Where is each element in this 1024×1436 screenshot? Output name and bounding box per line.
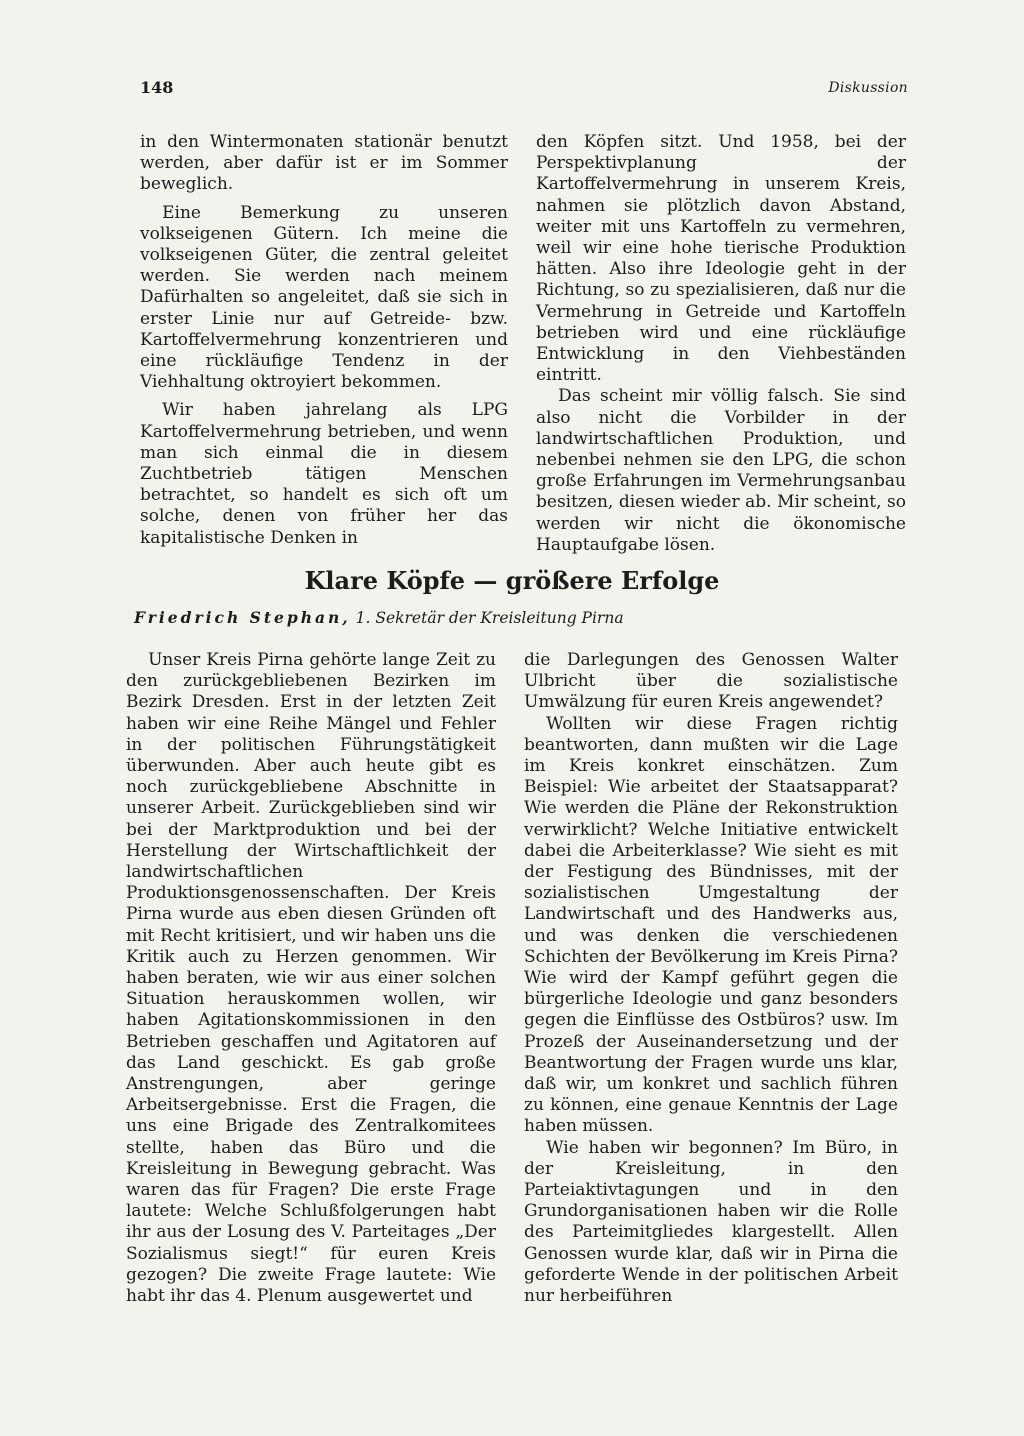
byline (134, 608, 894, 627)
top-right-column (536, 132, 906, 556)
paragraph: Wie haben wir begonnen? Im Büro, in der Kreisleitung, in den Parteiaktivtagungen und in den Grundorganisationen haben wir die Rolle des Parteimitgliedes klargestellt. Allen Genossen wurde klar, daß wir in Pirna die geforderte Wende in der politischen Arbeit nur herbeiführen (524, 1137, 898, 1307)
paragraph: die Darlegungen des Genossen Walter Ulbricht über die sozialistische Umwälzung für euren Kreis angewendet? (524, 650, 898, 713)
bottom-right-column (524, 650, 898, 1307)
paragraph: Unser Kreis Pirna gehörte lange Zeit zu den zurückgebliebenen Bezirken im Bezirk Dresden. Erst in der letzten Zeit haben wir eine Reihe Mängel und Fehler in der politischen Führungstätigkeit überwunden. Aber auch heute gibt es noch zurückgebliebene Abschnitte in unserer Arbeit. Zurückgeblieben sind wir bei der Marktproduktion und bei der Herstellung der Wirtschaftlichkeit der landwirtschaftlichen Produktionsgenossenschaften. Der Kreis Pirna wurde aus eben diesen Gründen oft mit Recht kritisiert, und wir haben uns die Kritik auch zu Herzen genommen. Wir haben beraten, wie wir aus einer solchen Situation herauskommen wollen, wir haben Agitationskommissionen in den Betrieben geschaffen und Agitatoren auf das Land geschickt. Es gab große Anstrengungen, aber geringe Arbeitsergebnisse. Erst die Fragen, die uns eine Brigade des Zentralkomitees stellte, haben das Büro und die Kreisleitung in Bewegung gebracht. Was waren das für Fragen? Die erste Frage lautete: Welche Schlußfolgerungen habt ihr aus der Losung des V. Parteitages „Der Sozialismus siegt!“ für euren Kreis gezogen? Die zweite Frage lautete: Wie habt ihr das 4. Plenum ausgewertet und (126, 650, 496, 1307)
byline-author: Friedrich Stephan, (134, 608, 351, 627)
article-title: Klare Köpfe — größere Erfolge (304, 566, 720, 595)
paragraph: Wir haben jahrelang als LPG Kartoffelvermehrung betrieben, und wenn man sich einmal die in diesem Zuchtbetrieb tätigen Menschen betrachtet, so handelt es sich oft um solche, denen von früher her das kapitalistische Denken in (140, 400, 508, 548)
bottom-left-column (126, 650, 496, 1307)
section-label: Diskussion (828, 80, 908, 96)
paragraph: Wollten wir diese Fragen richtig beantworten, dann mußten wir die Lage im Kreis konkret einschätzen. Zum Beispiel: Wie arbeitet der Staatsapparat? Wie werden die Pläne der Rekonstruktion verwirklicht? Welche Initiative entwickelt dabei die Arbeiterklasse? Wie sieht es mit der Festigung des Bündnisses, mit der sozialistischen Umgestaltung der Landwirtschaft und des Handwerks aus, und was denken die verschiedenen Schichten der Bevölkerung im Kreis Pirna? Wie wird der Kampf geführt gegen die bürgerliche Ideologie und ganz besonders gegen die Einflüsse des Ostbüros? usw. Im Prozeß der Auseinandersetzung und der Beantwortung der Fragen wurde uns klar, daß wir, um konkret und sachlich führen zu können, eine genaue Kenntnis der Lage haben müssen. (524, 713, 898, 1137)
paragraph: Das scheint mir völlig falsch. Sie sind also nicht die Vorbilder in der landwirtschaftlichen Produktion, und nebenbei nehmen sie den LPG, die schon große Erfahrungen im Vermehrungsanbau besitzen, diesen wieder ab. Mir scheint, so werden wir nicht die ökonomische Hauptaufgabe lösen. (536, 386, 906, 555)
byline-role: 1. Sekretär der Kreisleitung Pirna (350, 609, 624, 627)
top-left-column (140, 132, 508, 549)
page-number: 148 (140, 78, 174, 97)
page-header (140, 78, 908, 102)
paragraph: den Köpfen sitzt. Und 1958, bei der Perspektivplanung der Kartoffelvermehrung in unserem Kreis, nahmen sie plötzlich davon Abstand, weiter mit uns Kartoffeln zu vermehren, weil wir eine hohe tierische Produktion hätten. Also ihre Ideologie geht in der Richtung, so zu spezialisieren, daß nur die Vermehrung in Getreide und Kartoffeln betrieben wird und eine rückläufige Entwicklung in den Viehbeständen eintritt. (536, 132, 906, 386)
paragraph: in den Wintermonaten stationär benutzt werden, aber dafür ist er im Sommer beweglich. (140, 132, 508, 195)
paragraph: Eine Bemerkung zu unseren volkseigenen Gütern. Ich meine die volkseigenen Güter, die zentral geleitet werden. Sie werden nach meinem Dafürhalten so angeleitet, daß sie sich in erster Linie nur auf Getreide- bzw. Kartoffelvermehrung konzentrieren und eine rückläufige Tendenz in der Viehhaltung oktroyiert bekommen. (140, 202, 508, 393)
